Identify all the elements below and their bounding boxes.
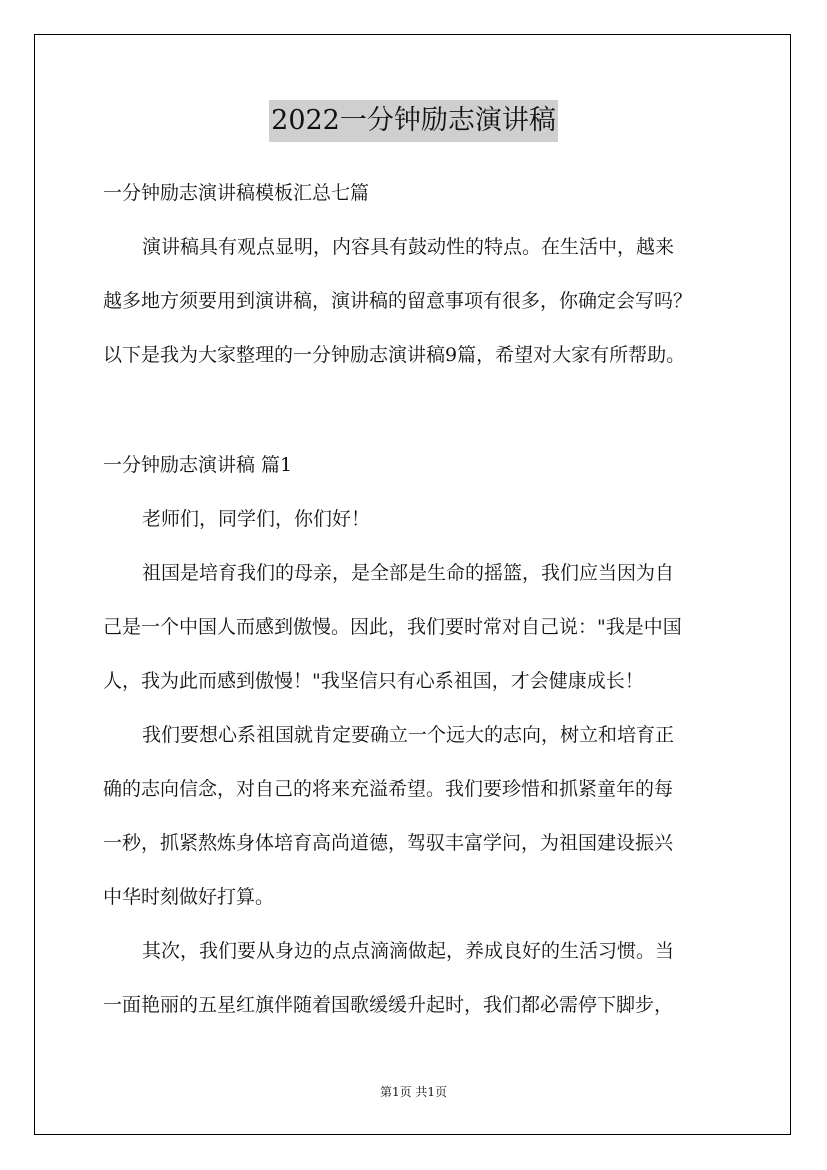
- body-line: 确的志向信念，对自己的将来充溢希望。我们要珍惜和抓紧童年的每: [103, 778, 674, 800]
- page-footer: 第1页 共1页: [379, 1085, 448, 1099]
- body-line: 一面艳丽的五星红旗伴随着国歌缓缓升起时，我们都必需停下脚步，: [103, 994, 674, 1016]
- body-line: 一秒，抓紧熬炼身体培育高尚道德，驾驭丰富学问，为祖国建设振兴: [103, 832, 674, 854]
- intro-line: 越多地方须要用到演讲稿，演讲稿的留意事项有很多，你确定会写吗？: [103, 290, 693, 312]
- intro-line: 以下是我为大家整理的一分钟励志演讲稿9篇，希望对大家有所帮助。: [103, 344, 686, 366]
- body-line: 老师们，同学们，你们好！: [142, 508, 371, 530]
- intro-line: 演讲稿具有观点显明，内容具有鼓动性的特点。在生活中，越来: [142, 236, 675, 258]
- body-line: 其次，我们要从身边的点点滴滴做起，养成良好的生活习惯。当: [142, 940, 675, 962]
- body-line: 中华时刻做好打算。: [103, 886, 275, 908]
- document-subtitle: 一分钟励志演讲稿模板汇总七篇: [103, 182, 370, 204]
- body-line: 人，我为此而感到傲慢！"我坚信只有心系祖国，才会健康成长！: [103, 670, 644, 692]
- body-line: 我们要想心系祖国就肯定要确立一个远大的志向，树立和培育正: [142, 724, 675, 746]
- body-line: 己是一个中国人而感到傲慢。因此，我们要时常对自己说："我是中国: [103, 616, 682, 638]
- document-title: 2022一分钟励志演讲稿: [269, 100, 558, 142]
- document-title-container: [0, 100, 827, 142]
- body-line: 祖国是培育我们的母亲，是全部是生命的摇篮，我们应当因为自: [142, 562, 675, 584]
- section-heading: 一分钟励志演讲稿 篇1: [103, 454, 293, 476]
